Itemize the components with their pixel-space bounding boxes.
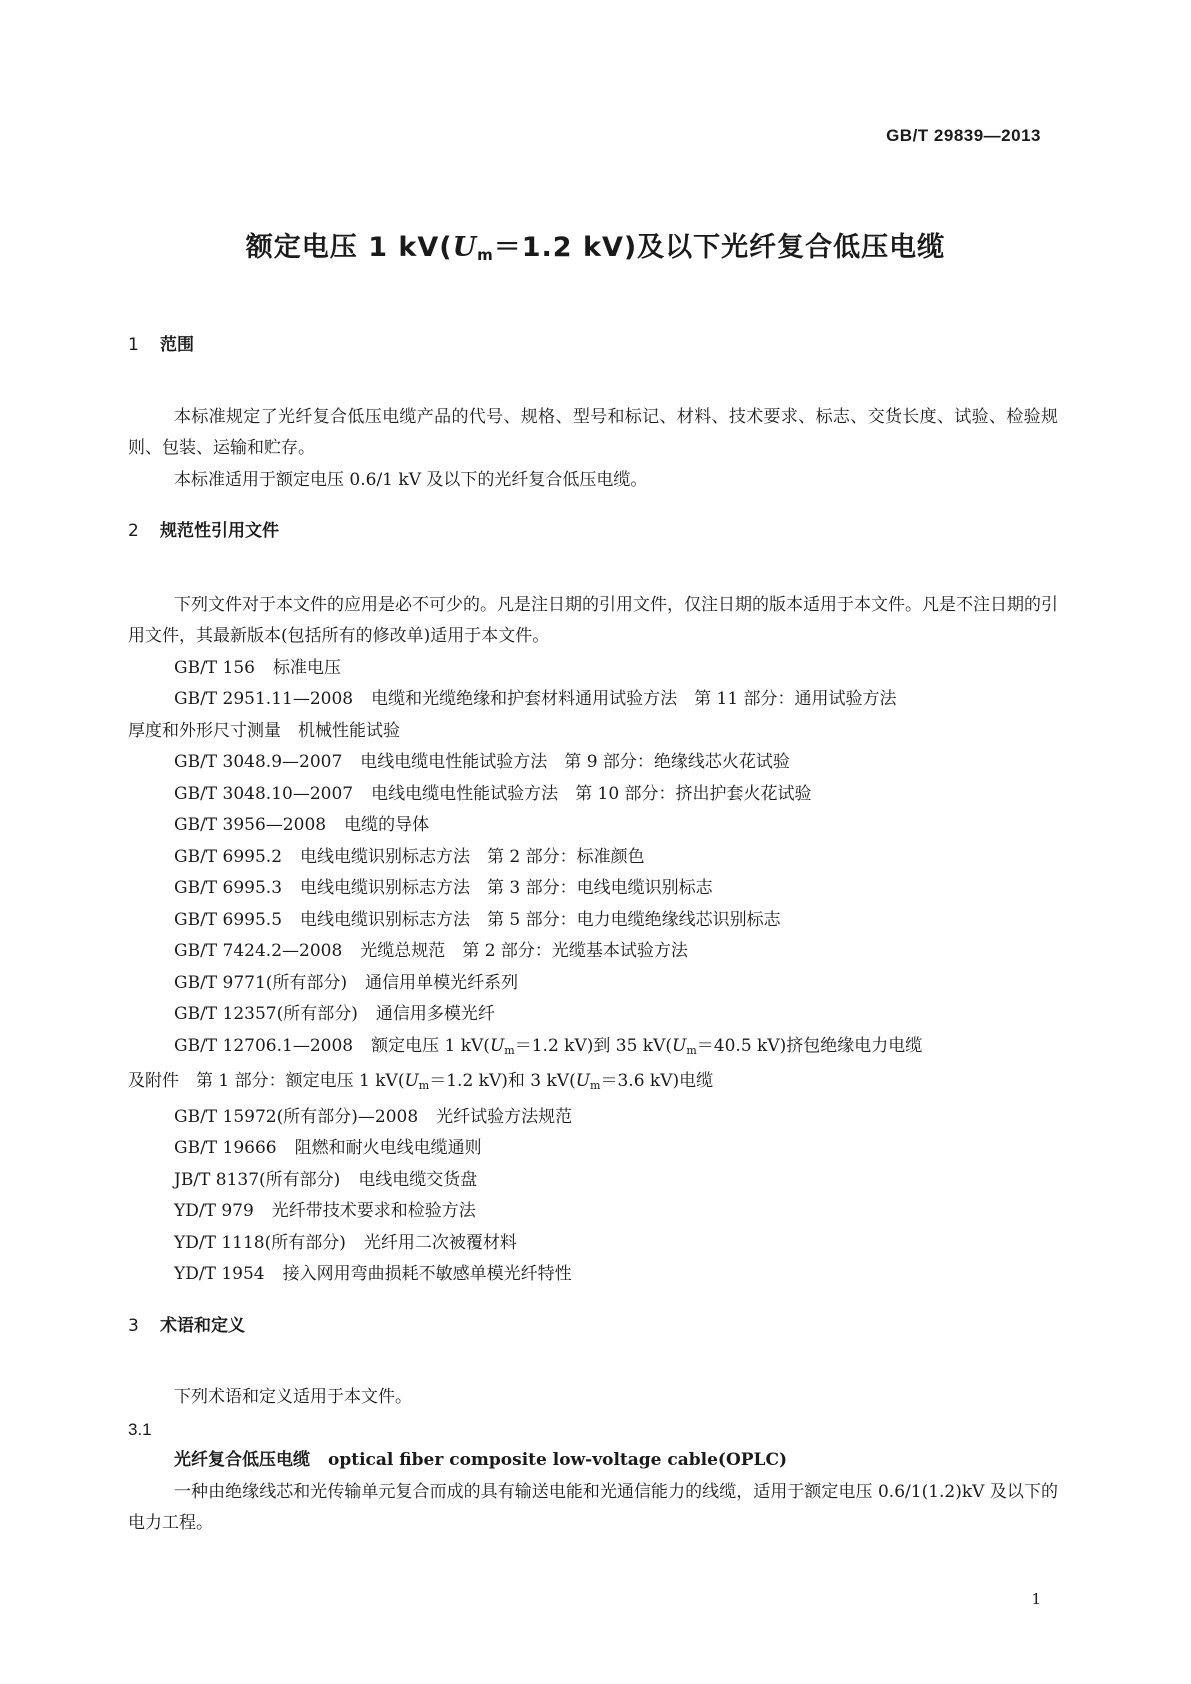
reference-item: GB/T 3048.9—2007 电线电缆电性能试验方法 第 9 部分：绝缘线芯火花试验 [174, 752, 790, 772]
section-2-heading: 2 规范性引用文件 [128, 521, 279, 541]
scope-paragraph-2: 本标准适用于额定电压 0.6/1 kV 及以下的光纤复合低压电缆。 [174, 469, 648, 490]
section-3-heading: 3 术语和定义 [128, 1315, 245, 1336]
page-number: 1 [1031, 1590, 1041, 1608]
scope-paragraph-1: 本标准规定了光纤复合低压电缆产品的代号、规格、型号和标记、材料、技术要求、标志、交货长度、试验、检验规则、包装、运输和贮存。 [128, 406, 1058, 458]
reference-item: GB/T 7424.2—2008 光缆总规范 第 2 部分：光缆基本试验方法 [174, 941, 688, 961]
reference-item: GB/T 6995.2 电线电缆识别标志方法 第 2 部分：标准颜色 [174, 846, 645, 867]
document-title: 额定电压 1 $kV(U_m=1.2$ kV)及以下光纤复合低压电缆 [245, 232, 946, 264]
reference-list [128, 653, 1058, 1291]
section-1-heading: 1 范围 [128, 335, 194, 355]
standard-number: GB/T 29839—2013 [886, 126, 1041, 145]
reference-item: GB/T 19666 阻燃和耐火电线电缆通则 [174, 1138, 482, 1158]
term-definition: 一种由绝缘线芯和光传输单元复合而成的具有输送电能和光通信能力的线缆，适用于额定电压 0.6/1(1.2)kV 及以下的电力工程。 [128, 1481, 1058, 1533]
reference-item: GB/T 9771(所有部分) 通信用单模光纤系列 [174, 972, 519, 993]
reference-item-continuation: 厚度和外形尺寸测量 机械性能试验 [128, 720, 400, 741]
reference-item-continuation: 及附件 第 1 部分：额定电压 1 $kV(U_m=1.2$ kV)和 3 $kV(U_m=3.6$ kV)电缆 [128, 1071, 714, 1092]
reference-item: GB/T 12357(所有部分) 通信用多模光纤 [174, 1004, 495, 1024]
reference-item: GB/T 6995.5 电线电缆识别标志方法 第 5 部分：电力电缆绝缘线芯识别标志 [174, 909, 781, 930]
references-intro: 下列文件对于本文件的应用是必不可少的。凡是注日期的引用文件，仅注日期的版本适用于本文件。凡是不注日期的引用文件，其最新版本(包括所有的修改单)适用于本文件。 [128, 594, 1058, 646]
document-body [128, 330, 1058, 1540]
reference-item: GB/T 6995.3 电线电缆识别标志方法 第 3 部分：电线电缆识别标志 [174, 878, 713, 898]
reference-item: GB/T 3956—2008 电缆的导体 [174, 815, 430, 835]
reference-item: JB/T 8137(所有部分) 电线电缆交货盘 [174, 1169, 478, 1190]
reference-item: YD/T 1118(所有部分) 光纤用二次被覆材料 [174, 1232, 517, 1253]
term-number: 3.1 [128, 1419, 152, 1439]
reference-item: GB/T 12706.1—2008 额定电压 1 $kV(U_m=1.2$ kV)到 35 $kV(U_m=40.5$ kV)挤包绝缘电力电缆 [174, 1035, 923, 1057]
reference-item: YD/T 1954 接入网用弯曲损耗不敏感单模光纤特性 [174, 1264, 572, 1284]
reference-item: GB/T 3048.10—2007 电线电缆电性能试验方法 第 10 部分：挤出护套火花试验 [174, 783, 812, 804]
reference-item: GB/T 156 标准电压 [174, 657, 341, 678]
reference-item: GB/T 15972(所有部分)—2008 光纤试验方法规范 [174, 1106, 573, 1127]
reference-item: YD/T 979 光纤带技术要求和检验方法 [174, 1201, 476, 1221]
reference-item: GB/T 2951.11—2008 电缆和光缆绝缘和护套材料通用试验方法 第 11 部分：通用试验方法 [174, 689, 897, 709]
terms-intro: 下列术语和定义适用于本文件。 [174, 1387, 412, 1407]
term-name: 光纤复合低压电缆 optical fiber composite low-voltage cable(OPLC) [174, 1450, 788, 1470]
